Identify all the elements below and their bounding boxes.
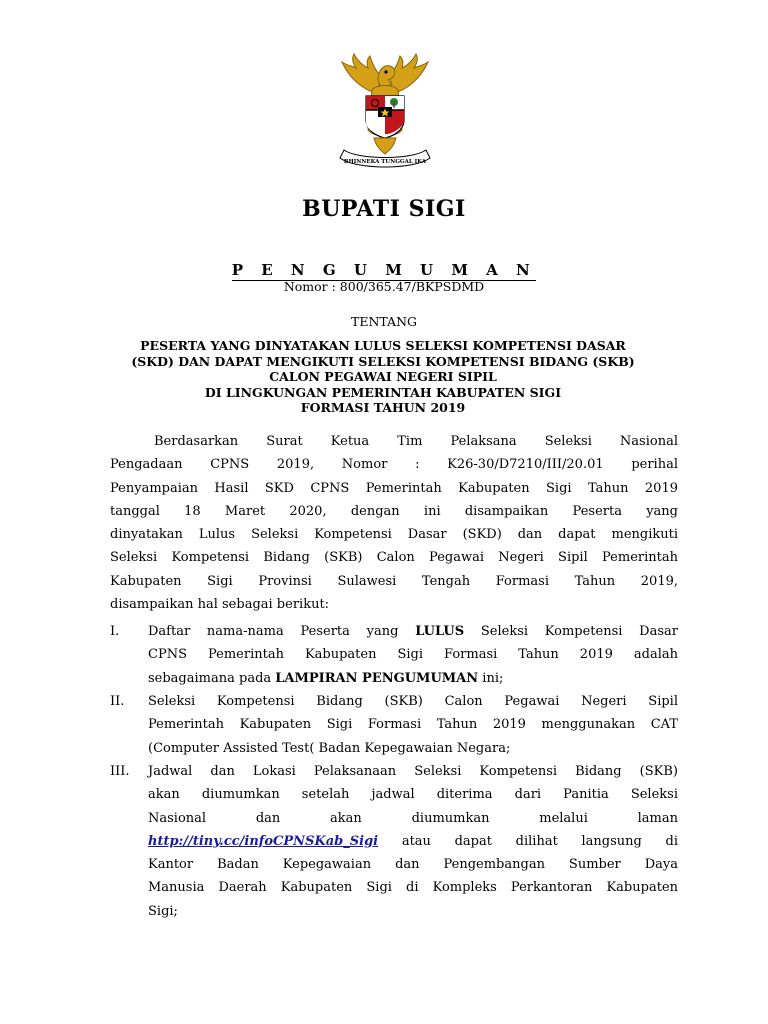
list-text: atau dapat dilihat langsung di — [378, 833, 678, 849]
subject-line: FORMASI TAHUN 2019 — [300, 400, 466, 415]
intro-paragraph — [110, 430, 678, 616]
list-line: Kantor Badan Kepegawaian dan Pengembangan Sumber Daya — [148, 857, 678, 873]
list-line: (Computer Assisted Test( Badan Kepegawaian Negara; — [148, 740, 511, 756]
subject-block — [110, 338, 656, 416]
intro-line: Pengadaan CPNS 2019, Nomor : K26-30/D7210/III/20.01 perihal — [110, 457, 678, 473]
list-line — [148, 620, 678, 643]
list-item-number: III. — [110, 764, 130, 779]
list-line — [148, 830, 678, 853]
list-line: Seleksi Kompetensi Bidang (SKB) Calon Pegawai Negeri Sipil — [148, 694, 678, 709]
announcement-title-text: P E N G U M U M A N — [231, 261, 537, 279]
subject-line: (SKD) DAN DAPAT MENGIKUTI SELEKSI KOMPETENSI BIDANG (SKB) — [131, 353, 635, 369]
list-text: ini; — [478, 670, 504, 686]
intro-line: dinyatakan Lulus Seleksi Kompetensi Dasar (SKD) dan dapat mengikuti — [110, 527, 678, 543]
intro-line: disampaikan hal sebagai berikut: — [110, 597, 330, 613]
list-line — [148, 667, 678, 690]
list-text: Seleksi Kompetensi Dasar — [464, 624, 678, 639]
list-item-body — [148, 620, 678, 690]
list-item-body — [148, 760, 678, 923]
info-cpns-link[interactable]: http://tiny.cc/infoCPNSKab_Sigi — [148, 833, 379, 849]
list-line: akan diumumkan setelah jadwal diterima dari Panitia Seleksi — [148, 787, 678, 803]
subject-line: DI LINGKUNGAN PEMERINTAH KABUPATEN SIGI — [204, 384, 562, 400]
list-line: CPNS Pemerintah Kabupaten Sigi Formasi Tahun 2019 adalah — [148, 647, 678, 663]
list-line: Jadwal dan Lokasi Pelaksanaan Seleksi Kompetensi Bidang (SKB) — [148, 764, 678, 779]
announcement-title — [0, 260, 768, 279]
about-label: TENTANG — [350, 314, 417, 329]
intro-line: Berdasarkan Surat Ketua Tim Pelaksana Seleksi Nasional — [154, 434, 678, 449]
intro-line: Penyampaian Hasil SKD CPNS Pemerintah Kabupaten Sigi Tahun 2019 — [110, 480, 678, 496]
emblem-motto: BHINNEKA TUNGGAL IKA — [343, 159, 427, 165]
list-text: Daftar nama-nama Peserta yang — [148, 624, 416, 639]
list-item-number: I. — [110, 624, 120, 639]
list-text: sebagaimana pada — [148, 670, 276, 686]
list-line: Pemerintah Kabupaten Sigi Formasi Tahun 2019 menggunakan CAT — [148, 717, 678, 733]
document-number: Nomor : 800/365.47/BKPSDMD — [283, 279, 485, 294]
issuer-title: BUPATI SIGI — [302, 196, 466, 222]
garuda-emblem-icon — [326, 50, 444, 180]
lulus-emphasis: LULUS — [415, 624, 465, 639]
list-item-body — [148, 690, 678, 760]
list-line: Sigi; — [148, 903, 178, 919]
intro-line: Seleksi Kompetensi Bidang (SKB) Calon Pegawai Negeri Sipil Pemerintah — [110, 550, 678, 566]
list-line: Manusia Daerah Kabupaten Sigi di Kompleks Perkantoran Kabupaten — [148, 880, 678, 896]
intro-line: tanggal 18 Maret 2020, dengan ini disampaikan Peserta yang — [110, 503, 678, 519]
intro-line: Kabupaten Sigi Provinsi Sulawesi Tengah Formasi Tahun 2019, — [110, 573, 678, 589]
subject-line: CALON PEGAWAI NEGERI SIPIL — [269, 369, 497, 384]
list-item-number: II. — [110, 694, 125, 709]
subject-line: PESERTA YANG DINYATAKAN LULUS SELEKSI KOMPETENSI DASAR — [140, 338, 626, 353]
lampiran-emphasis: LAMPIRAN PENGUMUMAN — [275, 670, 479, 686]
list-line: Nasional dan akan diumumkan melalui laman — [148, 810, 678, 826]
